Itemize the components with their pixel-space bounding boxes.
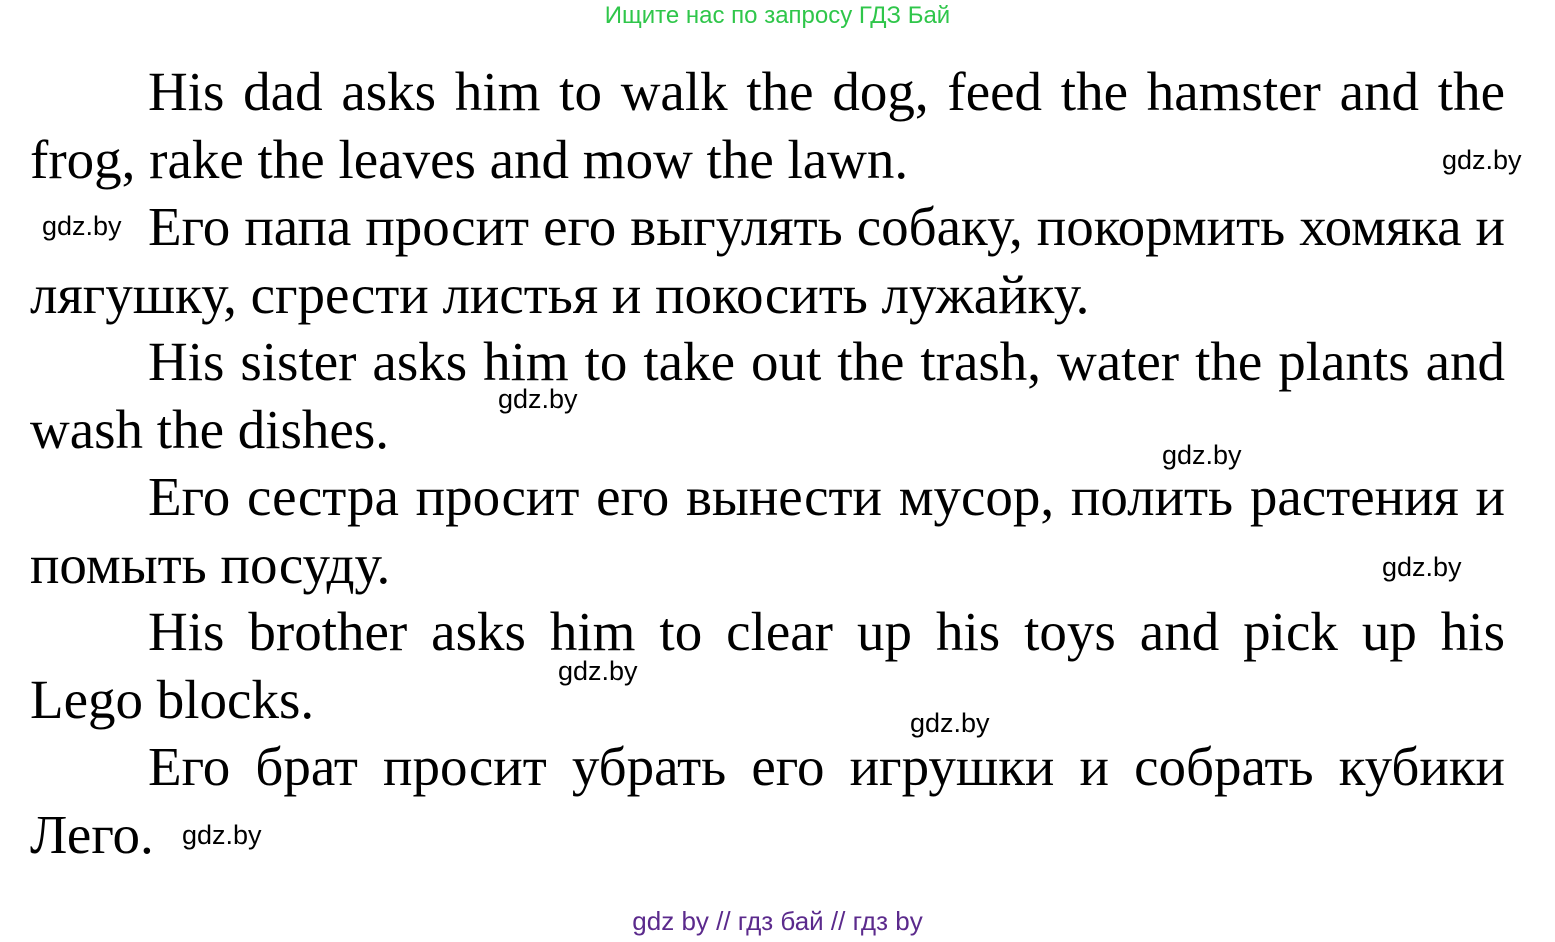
header-note: Ищите нас по запросу ГДЗ Бай bbox=[604, 2, 951, 29]
watermark: gdz.by bbox=[42, 211, 122, 241]
paragraph-dad-russian: Его папа просит его выгулять собаку, покормить хомяка и лягушку, сгрести листья и покосить лужайку. bbox=[30, 196, 1505, 325]
watermark: gdz.by bbox=[1382, 552, 1462, 582]
paragraph-brother-russian: Его брат просит убрать его игрушки и собрать кубики Лего. bbox=[30, 736, 1505, 865]
watermark: gdz.by bbox=[1442, 145, 1522, 175]
paragraph-dad-english: His dad asks him to walk the dog, feed the hamster and the frog, rake the leaves and mow the lawn. bbox=[30, 61, 1505, 190]
watermark: gdz.by bbox=[558, 656, 638, 686]
paragraph-sister-russian: Его сестра просит его вынести мусор, полить растения и помыть посуду. bbox=[30, 466, 1505, 595]
footer-note: gdz by // гдз бай // гдз by bbox=[632, 906, 923, 936]
watermark: gdz.by bbox=[182, 820, 262, 850]
watermark: gdz.by bbox=[498, 384, 578, 414]
watermark: gdz.by bbox=[910, 708, 990, 738]
paragraph-brother-english: His brother asks him to clear up his toys and pick up his Lego blocks. bbox=[30, 601, 1505, 730]
watermark: gdz.by bbox=[1162, 440, 1242, 470]
document-body bbox=[30, 58, 1505, 868]
paragraph-sister-english: His sister asks him to take out the trash, water the plants and wash the dishes. bbox=[30, 331, 1505, 460]
